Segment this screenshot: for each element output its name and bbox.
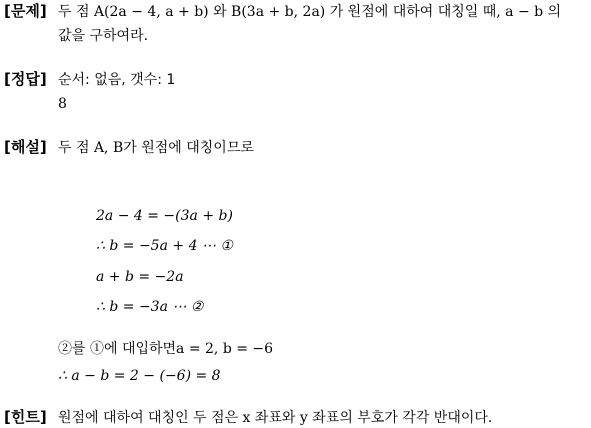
hint-tag: [힌트]	[4, 408, 47, 426]
problem-tag: [문제]	[4, 2, 47, 20]
equation-2: ∴ b = −5a + 4 ⋯ ①	[96, 238, 233, 254]
equation-4: ∴ b = −3a ⋯ ②	[96, 299, 204, 315]
answer-value: 8	[58, 96, 67, 112]
equation-3: a + b = −2a	[96, 269, 184, 285]
answer-order-count: 순서: 없음, 갯수: 1	[58, 72, 176, 88]
equation-1: 2a − 4 = −(3a + b)	[96, 208, 233, 224]
result-line: ∴ a − b = 2 − (−6) = 8	[58, 368, 221, 384]
problem-line-1: 두 점 A(2a − 4, a + b) 와 B(3a + b, 2a) 가 원점에 대하여 대칭일 때, a − b 의	[58, 4, 562, 20]
explanation-intro: 두 점 A, B가 원점에 대칭이므로	[58, 140, 254, 156]
problem-line-2: 값을 구하여라.	[58, 28, 149, 44]
hint-text: 원점에 대하여 대칭인 두 점은 x 좌표와 y 좌표의 부호가 각각 반대이다.	[58, 410, 493, 426]
explanation-tag: [해설]	[4, 138, 47, 156]
substitution-line: ②를 ①에 대입하면a = 2, b = −6	[58, 341, 274, 357]
answer-tag: [정답]	[4, 70, 47, 88]
